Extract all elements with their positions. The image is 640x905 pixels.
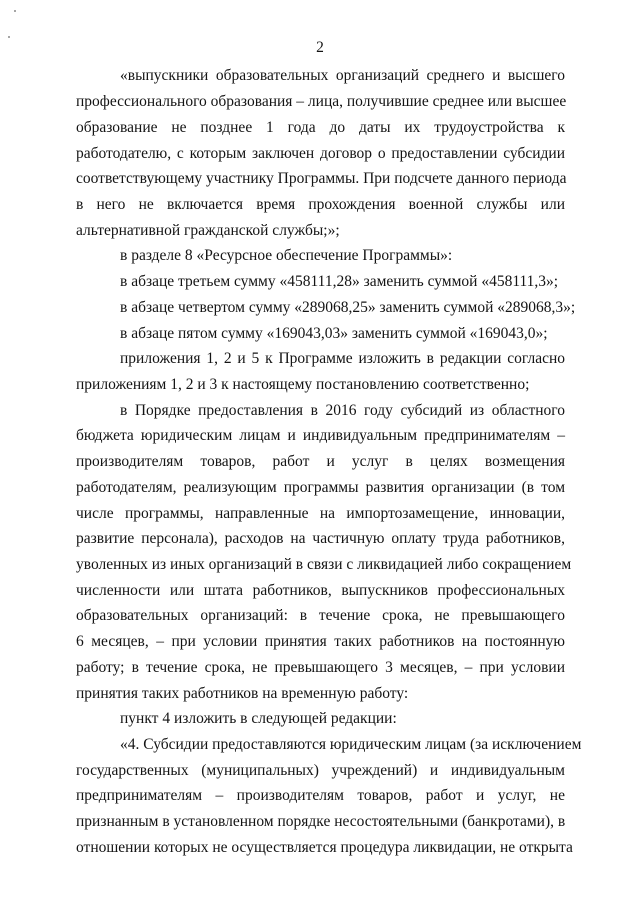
text-line: развитие персонала), расходов на частичную оплату труда работников,	[76, 530, 565, 547]
text-line: работу; в течение срока, не превышающего 3 месяцев, – при условии	[76, 659, 565, 676]
text-line: числе программы, направленные на импортозамещение, инновации,	[76, 505, 565, 522]
text-line: приложения 1, 2 и 5 к Программе изложить в редакции согласно	[120, 350, 565, 367]
text-line: альтернативной гражданской службы;»;	[76, 222, 340, 239]
text-line: в разделе 8 «Ресурсное обеспечение Программы»:	[120, 247, 453, 264]
text-line: работодателю, с которым заключен договор о предоставлении субсидии	[76, 145, 565, 162]
text-line: «выпускники образовательных организаций среднего и высшего	[120, 67, 565, 84]
text-line: пункт 4 изложить в следующей редакции:	[120, 710, 397, 727]
text-line: признанным в установленном порядке несостоятельными (банкротами), в	[76, 813, 566, 830]
text-line: в Порядке предоставления в 2016 году субсидий из областного	[120, 402, 565, 419]
text-line: численности или штата работников, выпускников профессиональных	[76, 582, 565, 599]
text-line: предпринимателям – производителям товаров, работ и услуг, не	[76, 787, 565, 804]
text-line: образовательных организаций: в течение срока, не превышающего	[76, 607, 565, 624]
text-line: «4. Субсидии предоставляются юридическим лицам (за исключением	[120, 736, 582, 753]
text-line: в него не включается время прохождения военной службы или	[76, 196, 565, 213]
text-line: образование не позднее 1 года до даты их трудоустройства к	[76, 119, 565, 136]
text-line: бюджета юридическим лицам и индивидуальным предпринимателям –	[76, 427, 565, 444]
text-line: 6 месяцев, – при условии принятия таких работников на постоянную	[76, 633, 565, 650]
scan-mark	[14, 10, 16, 12]
text-line: профессионального образования – лица, получившие среднее или высшее	[76, 93, 567, 110]
text-line: работодателям, реализующим программы развития организации (в том	[76, 479, 565, 496]
text-line: в абзаце четвертом сумму «289068,25» заменить суммой «289068,3»;	[120, 299, 576, 316]
text-line: отношении которых не осуществляется процедура ликвидации, не открыта	[76, 839, 573, 856]
text-line: в абзаце пятом сумму «169043,03» заменить суммой «169043,0»;	[120, 325, 548, 342]
text-line: в абзаце третьем сумму «458111,28» заменить суммой «458111,3»;	[120, 273, 559, 290]
text-line: производителям товаров, работ и услуг в целях возмещения	[76, 453, 565, 470]
text-line: государственных (муниципальных) учреждений) и индивидуальным	[76, 762, 565, 779]
text-line: уволенных из иных организаций в связи с ликвидацией либо сокращением	[76, 556, 572, 573]
text-line: принятия таких работников на временную работу:	[76, 685, 409, 702]
text-line: соответствующему участнику Программы. При подсчете данного периода	[76, 170, 567, 187]
page-number: 2	[316, 39, 324, 56]
text-line: приложениям 1, 2 и 3 к настоящему постановлению соответственно;	[76, 376, 530, 393]
